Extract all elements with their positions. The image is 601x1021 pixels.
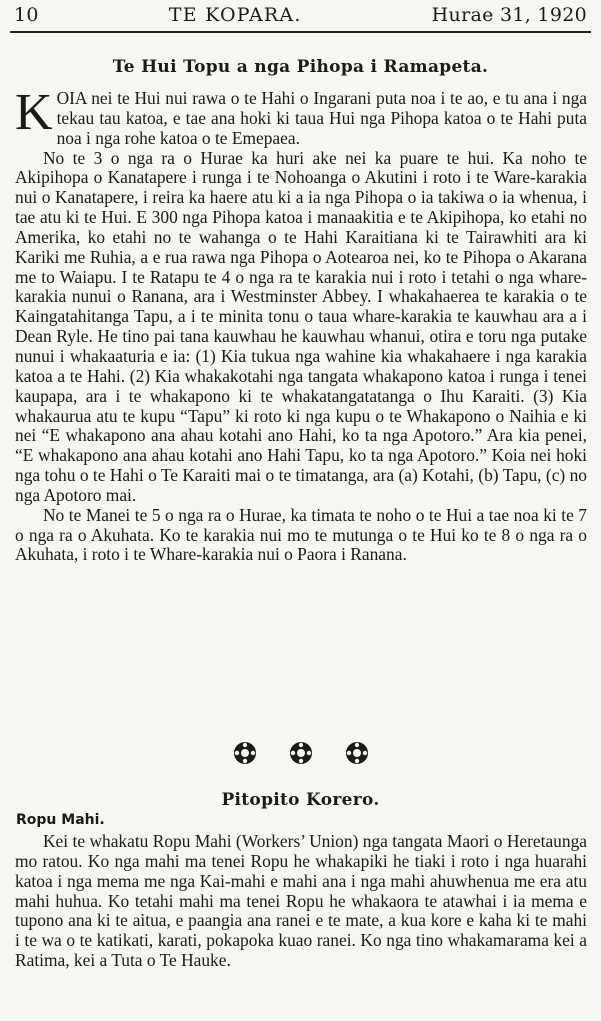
page-number: 10 <box>14 4 39 26</box>
news-paragraph: Kei te whakatu Ropu Mahi (Workers’ Union) nga tangata Maori o Heretaunga mo ratou. Ko nga mahi ma tenei Ropu he whakapiki he tiaki i roto i nga huarahi katoa i nga mema me nga Kai-mahi e mahi ana i nga mahi ahuwhenua me era atu mahi huhua. Ko tetahi mahi ma tenei Ropu he whakaora te atawhai i ia mema e tupono ana ki te aitua, e paangia ana ranei e te mate, a kua kore e kaha ki te mahi i te wa o te katikati, karati, pokapoka kuao ranei. Ko nga tino whakamarama kei a Ratima, kei a Tuta o Te Hauke. <box>15 831 587 971</box>
news-body <box>15 832 587 971</box>
flower-ornament-icon <box>288 740 314 766</box>
news-section-title: Pitopito Korero. <box>221 790 380 810</box>
article-body <box>15 84 587 565</box>
news-subheading: Ropu Mahi. <box>16 812 105 828</box>
article-paragraph: No te 3 o nga ra o Hurae ka huri ake nei ka puare te hui. Ka noho te Akipihopa o Kanatapere i runga i te Nohoanga o Akutini i roto i te Ware-karakia nui o Kanatapere, i reira ka haere atu ki a ia nga Pihopa o ia takiwa o ia whenua, i tae atu ki te Hui. E 300 nga Pihopa katoa i manaakitia e te Akipihopa, ko etahi no Amerika, ko etahi no te wahanga o te Hahi Karaitiana ki te Tairawhiti ara ki Kariki me Ruhia, a e rua rawa nga Pihopa o Aotearoa nei, ko te Pihopa o Akarana me to Waiapu. I te Ratapu te 4 o nga ra te karakia nui i roto i tetahi o nga whare-karakia nunui o Ranana, ara i Westminster Abbey. I whakahaerea te karakia o te Kaingatahitanga Tapu, a i te minita tonu o taua whare-karakia te kauwhau ara a i Dean Ryle. He tino pai tana kauwhau he kauwhau whanui, otira e toru nga putake nunui i whakaaturia e ia: (1) Kia tukua nga wahine kia whakahaere i nga karakia katoa a te Hahi. (2) Kia whakakotahi nga tangata whakapono katoa i runga i tenei kaupapa, ara i te whakapono ki te whakatangatatanga o Ihu Karaiti. (3) Kia whakaurua atu te kupu “Tapu” ki roto ki nga kupu o te Whakapono o Naihia e ki nei “E whakapono ana ahau kotahi ano Hahi, ko ta nga Apotoro.” Ara kia penei, “E whakapono ana ahau kotahi ano Hahi Tapu, ko ta nga Apotoro.” Koia nei hoki nga tohu o te Hahi o Te Karaiti mai o te timatanga, ara (a) Kotahi, (b) Tapu, (c) no nga Apotoro mai. <box>15 147 587 505</box>
article-paragraph: KOIA nei te Hui nui rawa o te Hahi o Ingarani puta noa i te ao, e tu ana i nga tekau tau katoa, e tae ana hoki ki taua Hui nga Pihopa katoa o te Hahi puta noa i nga rohe katoa o te Emepaea. <box>15 84 587 148</box>
header-rule <box>10 31 591 33</box>
drop-cap: K <box>15 84 53 141</box>
issue-date: Hurae 31, 1920 <box>431 4 587 26</box>
article-paragraph: No te Manei te 5 o nga ra o Hurae, ka timata te noho o te Hui a tae noa ki te 7 o nga ra o Akuhata. Ko te karakia nui mo te mutunga o te Hui ko te 8 o nga ra o Akuhata, i roto i te Whare-karakia nui o Paora i Ranana. <box>15 504 587 565</box>
article-title: Te Hui Topu a nga Pihopa i Ramapeta. <box>112 57 489 77</box>
publication-title: TE KOPARA. <box>168 4 302 26</box>
running-head <box>14 4 587 30</box>
flower-ornament-icon <box>232 740 258 766</box>
flower-ornament-icon <box>344 740 370 766</box>
section-ornaments <box>0 740 601 766</box>
